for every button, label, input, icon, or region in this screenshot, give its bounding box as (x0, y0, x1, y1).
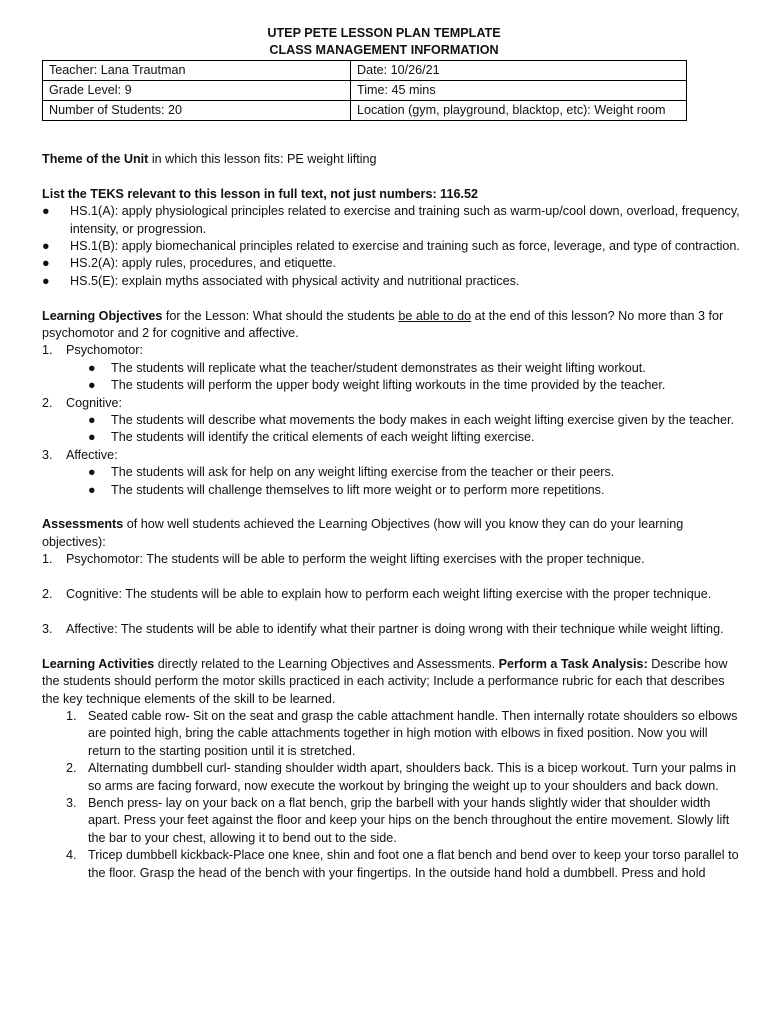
assessments-list (42, 551, 742, 638)
table-row (43, 81, 687, 101)
teks-item-text: HS.5(E): explain myths associated with physical activity and nutritional practices. (70, 273, 520, 288)
objectives-list (42, 342, 742, 499)
bullet-icon: ● (42, 256, 50, 271)
date-cell: Date: 10/26/21 (351, 61, 687, 81)
list-item (42, 429, 742, 446)
list-item (42, 551, 742, 568)
list-item (42, 203, 742, 238)
objective-item-text: The students will challenge themselves to lift more weight or to perform more repetitions. (111, 482, 605, 497)
activities-paragraph (42, 656, 742, 708)
bullet-icon: ● (42, 273, 50, 288)
bullet-icon: ● (88, 482, 96, 497)
objective-group (42, 447, 742, 464)
objective-name: Affective: (66, 447, 118, 462)
objective-item-text: The students will perform the upper body weight lifting workouts in the time provided by the teacher. (111, 378, 666, 393)
assessment-text: Cognitive: The students will be able to explain how to perform each weight lifting exercise with the proper technique. (66, 587, 712, 602)
bullet-icon: ● (42, 204, 50, 219)
document-subtitle: CLASS MANAGEMENT INFORMATION (269, 43, 499, 57)
teks-item-text: HS.1(A): apply physiological principles related to exercise and training such as warm-up/cool down, overload, frequency, intensity, or progression. (70, 204, 740, 236)
assessments-paragraph (42, 516, 742, 551)
objectives-underlined: be able to do (398, 308, 472, 323)
bullet-icon: ● (88, 378, 96, 393)
assessment-number: 3. (42, 621, 53, 636)
objectives-label: Learning Objectives (42, 308, 163, 323)
activity-text: Alternating dumbbell curl- standing shoulder width apart, shoulders back. This is a bicep workout. Turn your palms in so arms are facing forward, now execute the workout by bringing the weight up to your shoulders and back down. (88, 761, 736, 793)
activity-number: 3. (66, 795, 77, 810)
list-item (42, 847, 742, 882)
document-title: UTEP PETE LESSON PLAN TEMPLATE (267, 26, 501, 40)
activity-number: 4. (66, 848, 77, 863)
assessment-number: 1. (42, 552, 53, 567)
teks-label: List the TEKS relevant to this lesson in full text, not just numbers: 116.52 (42, 186, 478, 201)
activity-text: Tricep dumbbell kickback-Place one knee, shin and foot one a flat bench and bend over to keep your torso parallel to the floor. Grasp the head of the bench with your fingertips. In the outside hand hold a dumbbell. Press and hold (88, 848, 739, 880)
objectives-paragraph (42, 308, 742, 343)
bullet-icon: ● (88, 413, 96, 428)
assessments-label: Assessments (42, 517, 124, 532)
theme-label: Theme of the Unit (42, 152, 149, 166)
theme-paragraph (42, 151, 742, 168)
bullet-icon: ● (88, 430, 96, 445)
objectives-text-b: at the end of this lesson? No more than 3 for psychomotor and 2 for cognitive and affective. (42, 308, 724, 341)
teacher-cell: Teacher: Lana Trautman (43, 61, 351, 81)
activities-text-a: directly related to the Learning Objectives and Assessments. (154, 656, 499, 671)
activities-text-b: Describe how the students should perform the motor skills practiced in each activity; Include a performance rubric for each that describes the key technique elements of the skill to be learned. (42, 656, 728, 706)
activities-label: Learning Activities (42, 656, 155, 671)
objective-group (42, 395, 742, 412)
objectives-text-a: for the Lesson: What should the students (162, 308, 399, 323)
table-row (43, 101, 687, 121)
objective-item-text: The students will replicate what the teacher/student demonstrates as their weight lifting workout. (111, 360, 646, 375)
objective-item-text: The students will identify the critical elements of each weight lifting exercise. (111, 430, 535, 445)
assessment-number: 2. (42, 587, 53, 602)
list-item (42, 464, 742, 481)
list-item (42, 255, 742, 272)
activity-number: 2. (66, 761, 77, 776)
teks-item-text: HS.2(A): apply rules, procedures, and etiquette. (70, 256, 337, 271)
list-item (42, 760, 742, 795)
bullet-icon: ● (42, 239, 50, 254)
objective-number: 3. (42, 447, 53, 462)
teks-item-text: HS.1(B): apply biomechanical principles related to exercise and training such as force, leverage, and type of contraction. (70, 239, 740, 254)
activities-list (42, 708, 742, 882)
students-cell: Number of Students: 20 (43, 101, 351, 121)
time-cell: Time: 45 mins (351, 81, 687, 101)
list-item (42, 238, 742, 255)
list-item (42, 273, 742, 290)
activity-text: Bench press- lay on your back on a flat bench, grip the barbell with your hands slightly wider that shoulder width apart. Press your feet against the floor and keep your hips on the bench throughout the entire movement. Slowly lift the bar to your chest, allowing it to bend out to the side. (88, 795, 730, 845)
list-item (42, 377, 742, 394)
list-item (42, 708, 742, 760)
list-item (42, 482, 742, 499)
activity-text: Seated cable row- Sit on the seat and grasp the cable attachment handle. Then internally rotate shoulders so elbows are pointed high, bring the cable attachments together in high motion with elbows in fixed position. Now you will return to the starting position until it is stretched. (88, 708, 738, 758)
list-item (42, 412, 742, 429)
location-cell: Location (gym, playground, blacktop, etc): Weight room (351, 101, 687, 121)
bullet-icon: ● (88, 465, 96, 480)
objective-number: 1. (42, 343, 53, 358)
task-analysis-label: Perform a Task Analysis: (498, 656, 648, 671)
class-info-table (42, 60, 687, 121)
list-item (42, 621, 742, 638)
assessment-text: Affective: The students will be able to identify what their partner is doing wrong with their technique while weight lifting. (66, 621, 724, 636)
activity-number: 1. (66, 708, 77, 723)
list-item (42, 586, 742, 603)
bullet-icon: ● (88, 360, 96, 375)
assessments-text: of how well students achieved the Learning Objectives (how will you know they can do your learning objectives): (42, 517, 684, 549)
lesson-body (42, 151, 742, 882)
objective-name: Cognitive: (66, 395, 123, 410)
list-item (42, 795, 742, 847)
table-row (43, 61, 687, 81)
objective-group (42, 342, 742, 359)
assessment-text: Psychomotor: The students will be able to perform the weight lifting exercises with the proper technique. (66, 552, 645, 567)
objective-item-text: The students will describe what movements the body makes in each weight lifting exercise given by the teacher. (111, 413, 735, 428)
objective-name: Psychomotor: (66, 343, 143, 358)
grade-cell: Grade Level: 9 (43, 81, 351, 101)
theme-text: in which this lesson fits: PE weight lifting (148, 152, 377, 166)
list-item (42, 360, 742, 377)
objective-number: 2. (42, 395, 53, 410)
objective-item-text: The students will ask for help on any weight lifting exercise from the teacher or their peers. (111, 465, 615, 480)
teks-list (42, 203, 742, 290)
